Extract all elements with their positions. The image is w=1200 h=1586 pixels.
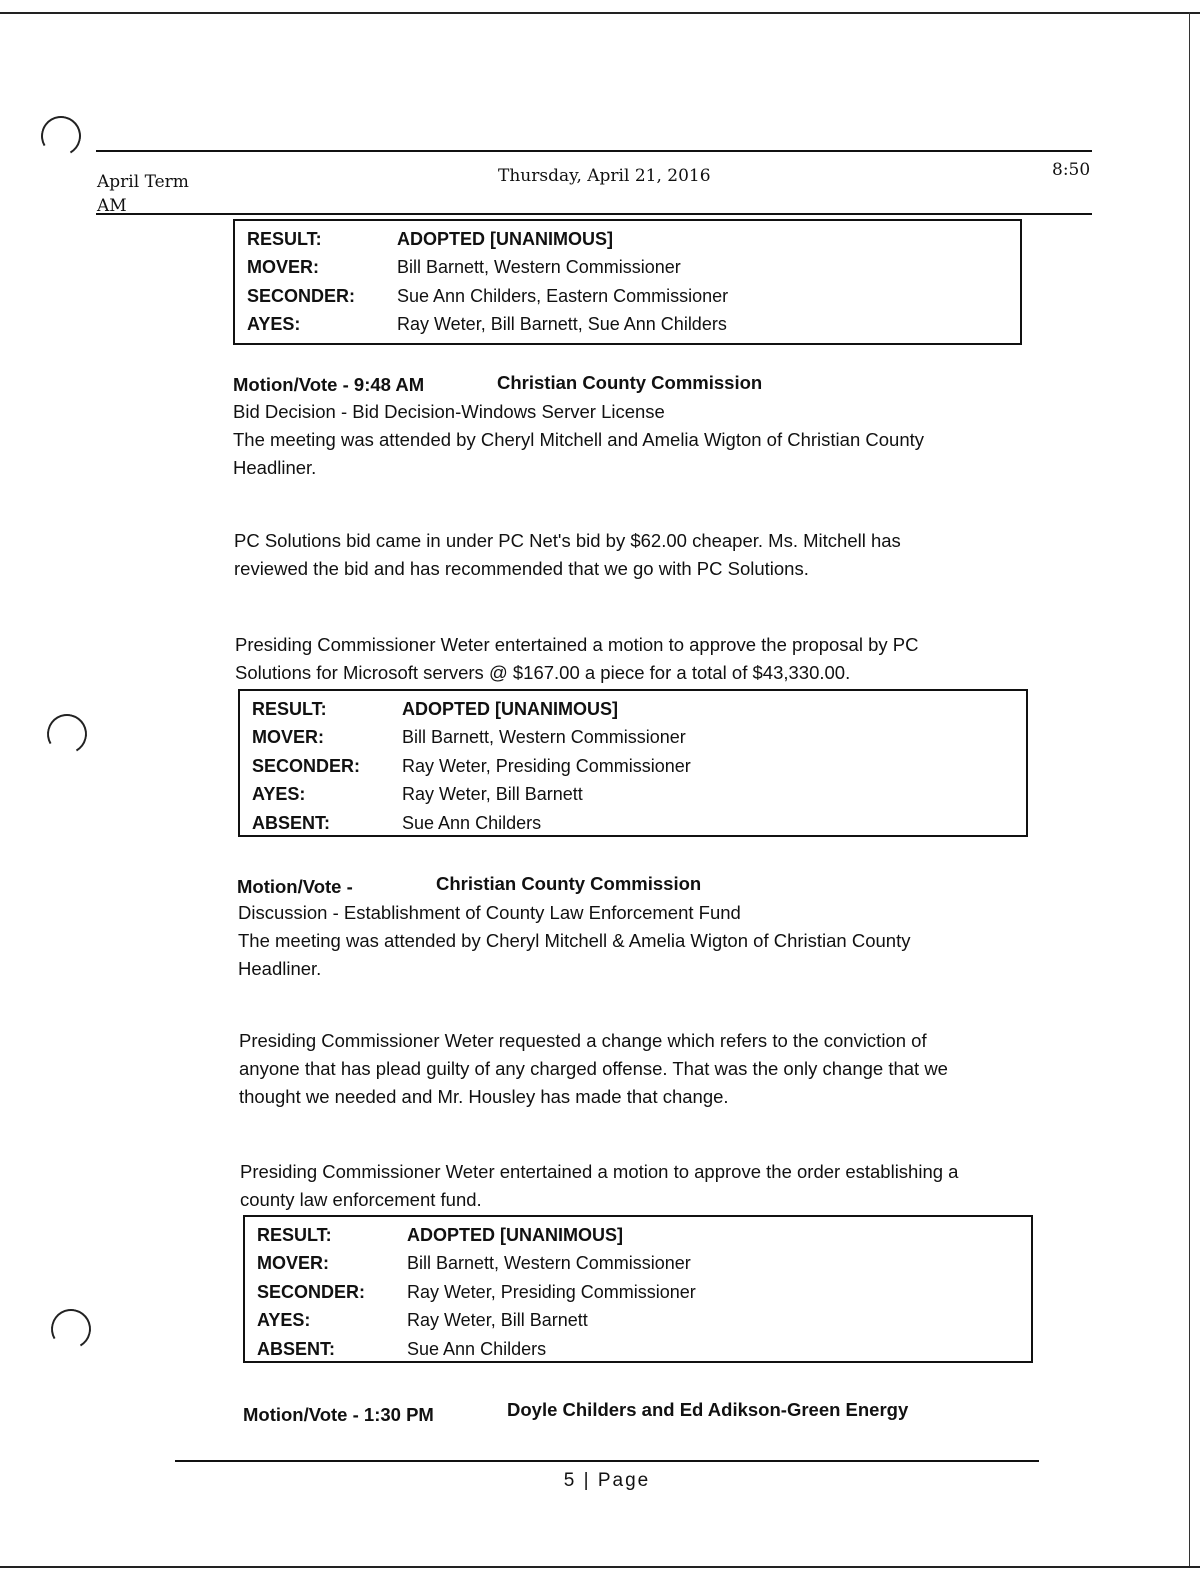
vote-row-seconder [257, 1278, 1031, 1307]
vote-row-result [247, 225, 1020, 254]
vote-label: MOVER: [247, 257, 319, 278]
punch-hole-icon [43, 710, 92, 759]
attendance-line: The meeting was attended by Cheryl Mitchell and Amelia Wigton of Christian County [233, 429, 925, 450]
vote-label: AYES: [252, 784, 306, 805]
vote-value: Ray Weter, Presiding Commissioner [402, 755, 691, 776]
vote-value: ADOPTED [UNANIMOUS] [407, 1224, 623, 1245]
vote-label: SECONDER: [252, 755, 361, 776]
vote-label: RESULT: [252, 698, 327, 719]
punch-hole-icon [47, 1305, 96, 1354]
vote-value: ADOPTED [UNANIMOUS] [402, 698, 618, 719]
motion-subject: Bid Decision - Bid Decision-Windows Server License [233, 401, 665, 422]
paragraph-line: Presiding Commissioner Weter requested a change which refers to the conviction of [239, 1030, 927, 1051]
vote-value: Ray Weter, Presiding Commissioner [407, 1281, 696, 1302]
vote-row-ayes [257, 1307, 1031, 1336]
paragraph-line: Presiding Commissioner Weter entertained a motion to approve the proposal by PC [235, 634, 919, 655]
header-rule-top [96, 150, 1092, 152]
vote-value: ADOPTED [UNANIMOUS] [397, 228, 613, 249]
paragraph-line: anyone that has plead guilty of any charged offense. That was the only change that we [239, 1058, 948, 1079]
vote-label: SECONDER: [257, 1281, 366, 1302]
punch-hole-icon [37, 112, 86, 161]
vote-value: Sue Ann Childers, Eastern Commissioner [397, 285, 729, 306]
vote-result-table [233, 219, 1022, 345]
paragraph-line: Presiding Commissioner Weter entertained a motion to approve the order establishing a [240, 1161, 959, 1182]
vote-label: MOVER: [252, 727, 324, 748]
vote-label: ABSENT: [257, 1338, 336, 1359]
scan-border-bottom [0, 1566, 1200, 1568]
paragraph-line: county law enforcement fund. [240, 1189, 482, 1210]
vote-row-result [252, 695, 1026, 724]
vote-label: RESULT: [257, 1224, 332, 1245]
page-number: 5 | Page [563, 1470, 651, 1491]
scan-border-top [0, 12, 1200, 14]
vote-result-table [238, 689, 1028, 837]
vote-row-absent [252, 809, 1026, 838]
paragraph-line: thought we needed and Mr. Housley has made that change. [239, 1086, 729, 1107]
vote-value: Ray Weter, Bill Barnett [402, 784, 583, 805]
attendance-line: Headliner. [233, 457, 317, 478]
motion-heading [233, 374, 1033, 396]
vote-row-ayes [252, 781, 1026, 810]
vote-value: Bill Barnett, Western Commissioner [402, 727, 686, 748]
vote-value: Ray Weter, Bill Barnett, Sue Ann Childers [397, 314, 727, 335]
motion-heading [243, 1399, 1043, 1426]
vote-label: RESULT: [247, 228, 322, 249]
attendance-line: The meeting was attended by Cheryl Mitchell & Amelia Wigton of Christian County [238, 930, 911, 951]
vote-row-absent [257, 1335, 1031, 1364]
vote-label: ABSENT: [252, 812, 331, 833]
motion-heading [237, 873, 1037, 898]
scan-border-right [1189, 12, 1190, 1566]
vote-label: SECONDER: [247, 285, 356, 306]
footer-rule [175, 1460, 1039, 1462]
motion-body: Christian County Commission [497, 372, 763, 393]
motion-label: Motion/Vote - [237, 876, 353, 897]
motion-time: 9:48 AM [353, 374, 425, 395]
vote-value: Bill Barnett, Western Commissioner [397, 257, 681, 278]
vote-label: MOVER: [257, 1253, 329, 1274]
header-session: AM [97, 196, 127, 216]
motion-label: Motion/Vote - [233, 374, 349, 395]
motion-body: Christian County Commission [436, 873, 702, 894]
motion-time: 1:30 PM [363, 1404, 434, 1425]
header-time: 8:50 [1052, 160, 1091, 180]
vote-row-mover [252, 724, 1026, 753]
vote-label: AYES: [247, 314, 301, 335]
vote-value: Sue Ann Childers [407, 1338, 547, 1359]
vote-row-seconder [252, 752, 1026, 781]
vote-result-table [243, 1215, 1033, 1363]
vote-value: Bill Barnett, Western Commissioner [407, 1253, 691, 1274]
header-rule-bottom [96, 213, 1092, 215]
vote-value: Ray Weter, Bill Barnett [407, 1310, 588, 1331]
paragraph-line: Solutions for Microsoft servers @ $167.00 a piece for a total of $43,330.00. [235, 662, 851, 683]
vote-row-result [257, 1221, 1031, 1250]
vote-row-ayes [247, 311, 1020, 340]
vote-value: Sue Ann Childers [402, 812, 542, 833]
vote-row-mover [257, 1250, 1031, 1279]
vote-label: AYES: [257, 1310, 311, 1331]
paragraph-line: PC Solutions bid came in under PC Net's bid by $62.00 cheaper. Ms. Mitchell has [234, 530, 901, 551]
motion-body: Doyle Childers and Ed Adikson-Green Energy [507, 1399, 909, 1420]
vote-row-seconder [247, 282, 1020, 311]
header-date: Thursday, April 21, 2016 [498, 166, 711, 186]
vote-row-mover [247, 254, 1020, 283]
motion-label: Motion/Vote - [243, 1404, 359, 1425]
paragraph-line: reviewed the bid and has recommended that we go with PC Solutions. [234, 558, 809, 579]
header-term: April Term [97, 172, 189, 192]
motion-subject: Discussion - Establishment of County Law Enforcement Fund [238, 902, 741, 923]
attendance-line: Headliner. [238, 958, 322, 979]
